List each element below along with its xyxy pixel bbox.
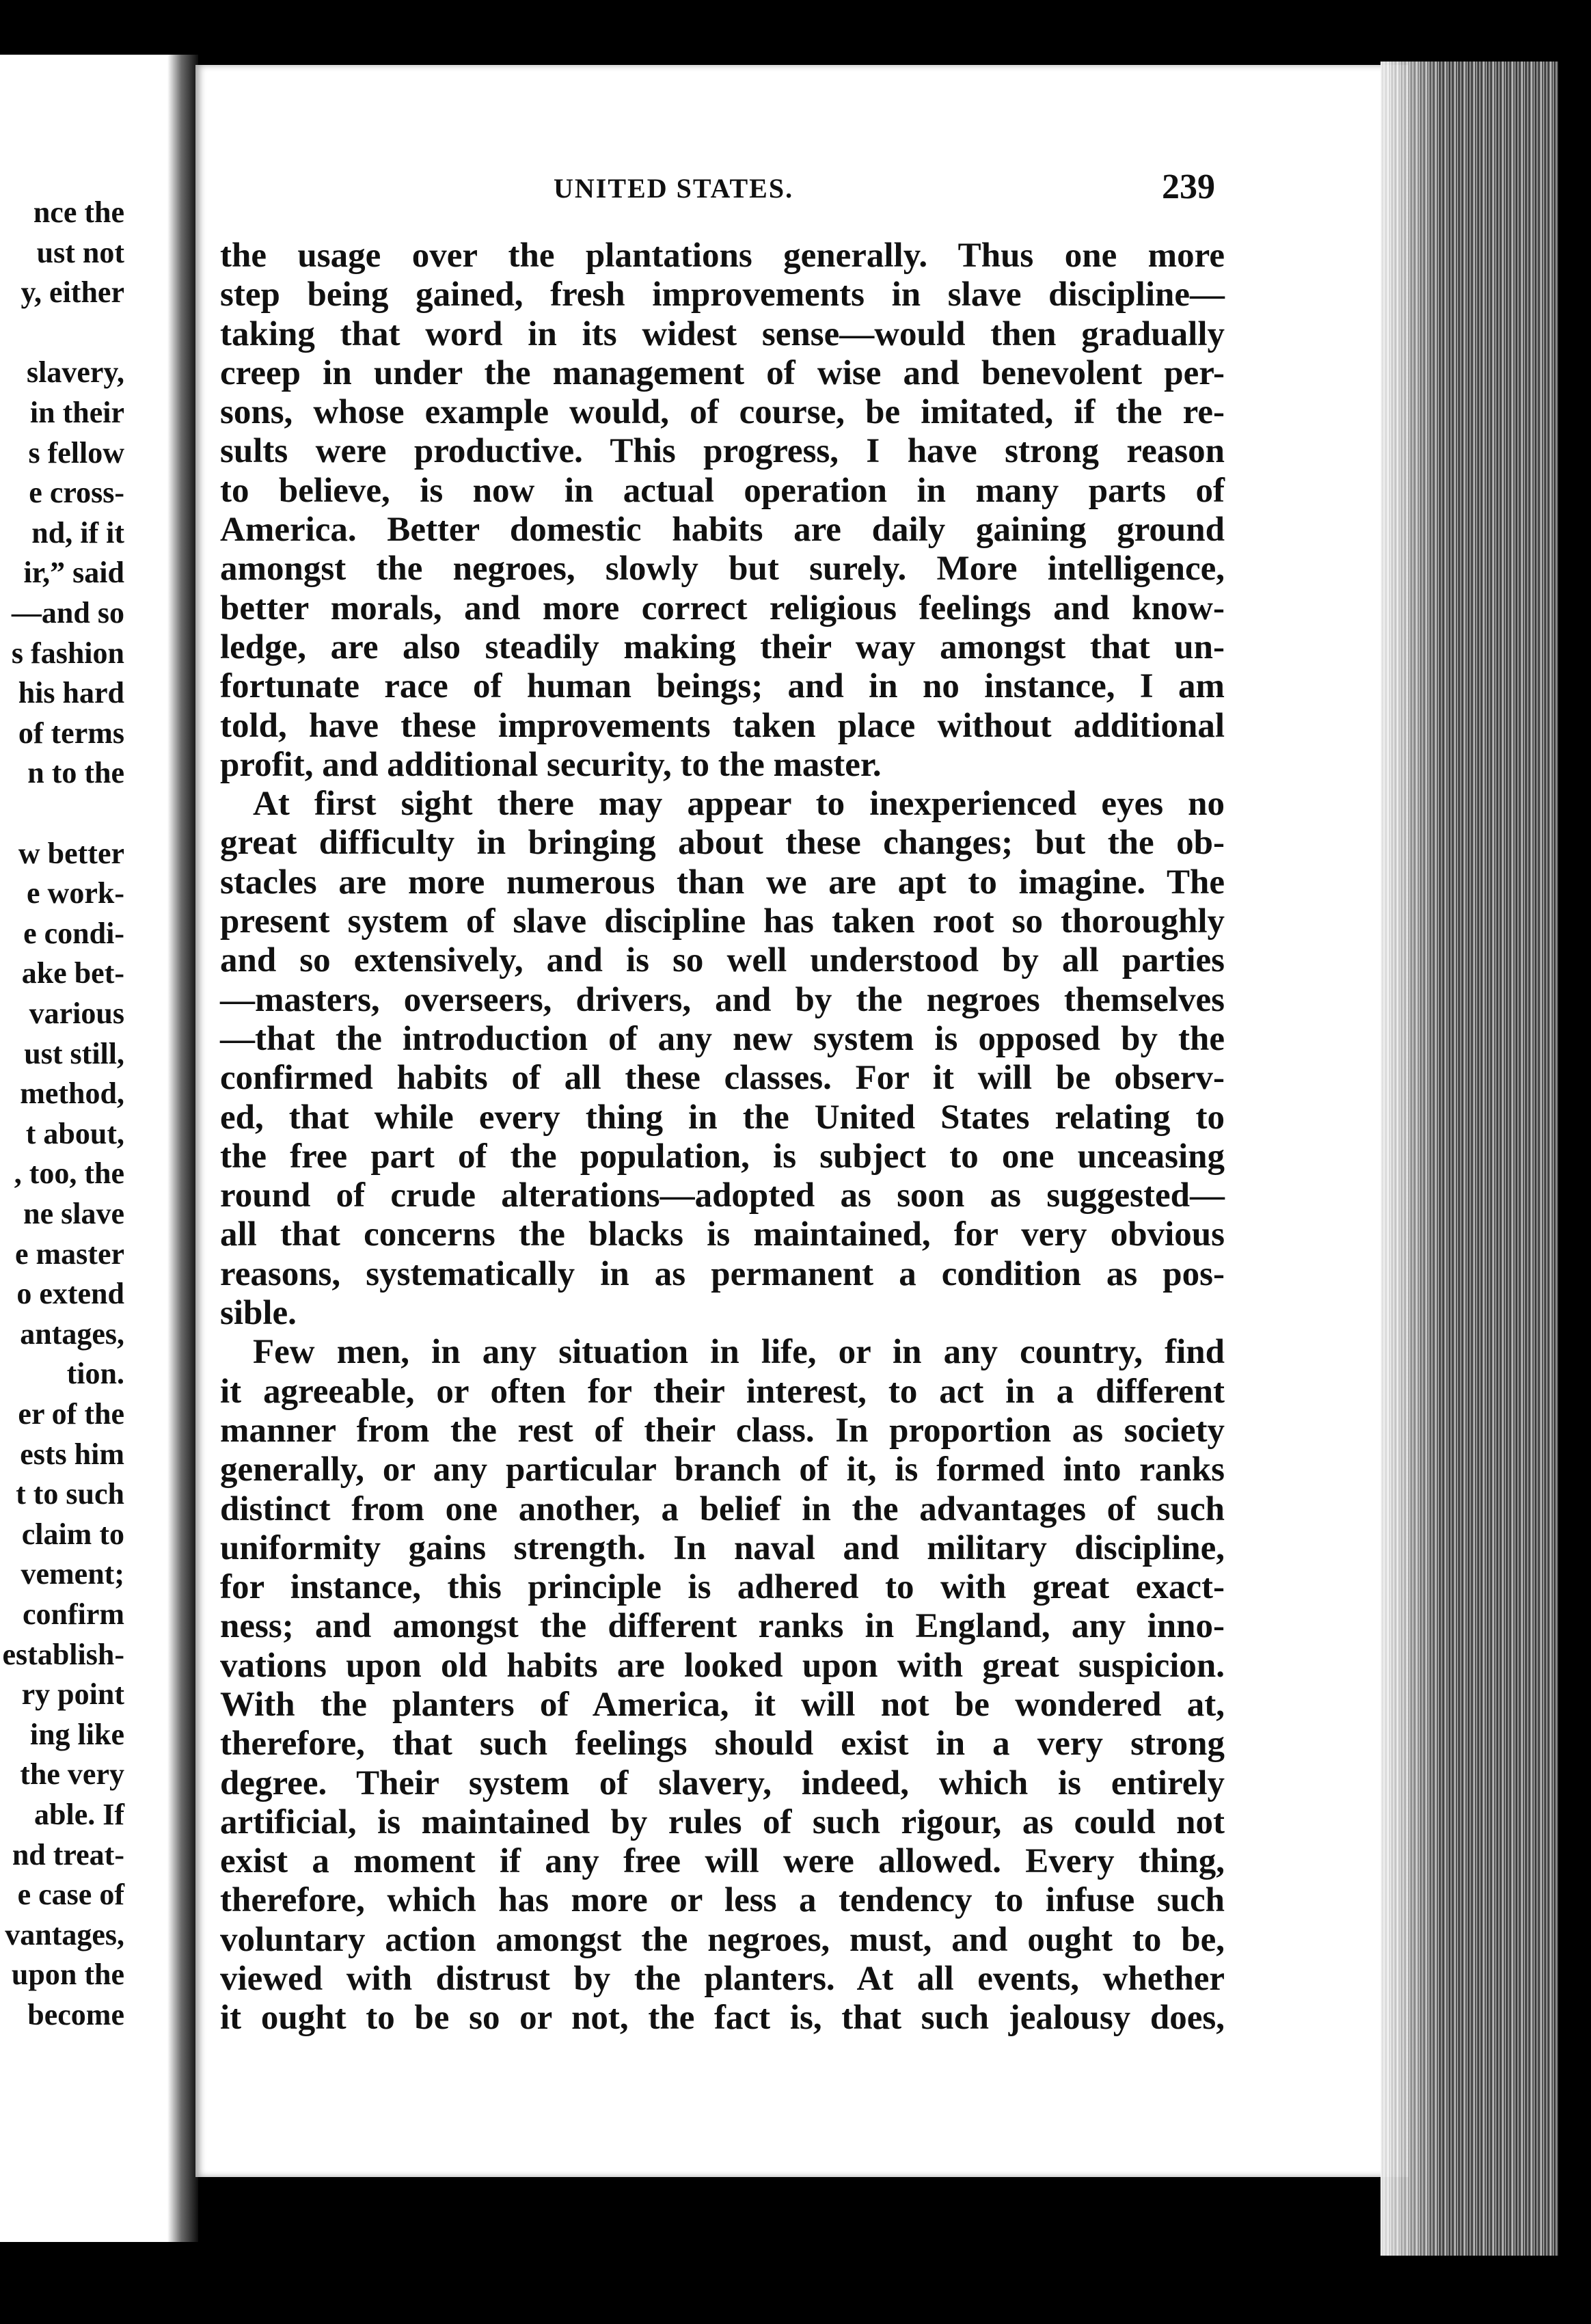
- body-line: and so extensively, and is so well understood by all parties: [220, 941, 1225, 980]
- body-text: [220, 237, 1225, 2038]
- body-line: told, have these improvements taken place without additional: [220, 706, 1225, 745]
- left-page-line: —and so: [11, 596, 124, 630]
- body-line: fortunate race of human beings; and in no instance, I am: [220, 667, 1225, 706]
- left-page-line: ing like: [29, 1717, 124, 1751]
- body-line: ness; and amongst the different ranks in England, any inno-: [220, 1607, 1225, 1646]
- left-page-line: ne slave: [23, 1197, 124, 1230]
- left-page-line: y, either: [21, 275, 124, 310]
- body-line: great difficulty in bringing about these changes; but the ob-: [220, 824, 1225, 863]
- body-line: taking that word in its widest sense—would then gradually: [220, 314, 1225, 353]
- left-page-line: confirm: [22, 1597, 124, 1631]
- left-page-line: e work-: [27, 876, 124, 910]
- left-page-line: e condi-: [23, 916, 124, 950]
- left-page-line: ests him: [20, 1437, 124, 1471]
- body-line: present system of slave discipline has taken root so thoroughly: [220, 902, 1225, 941]
- left-page-line: nd treat-: [12, 1837, 124, 1872]
- body-line: better morals, and more correct religious feelings and know-: [220, 589, 1225, 627]
- page-number: 239: [1162, 167, 1215, 206]
- body-line: vations upon old habits are looked upon with great suspicion.: [220, 1646, 1225, 1685]
- body-line: Few men, in any situation in life, or in any country, find: [253, 1333, 1225, 1372]
- body-line: confirmed habits of all these classes. For it will be observ-: [220, 1059, 1225, 1098]
- left-page-line: ry point: [21, 1677, 124, 1712]
- body-line: stacles are more numerous than we are apt to imagine. The: [220, 863, 1225, 902]
- body-line: distinct from one another, a belief in the advantages of such: [220, 1489, 1225, 1528]
- body-line: sons, whose example would, of course, be imitated, if the re-: [220, 393, 1225, 432]
- left-page-fragment: [0, 55, 167, 2242]
- body-line: —that the introduction of any new system is opposed by the: [220, 1019, 1225, 1058]
- left-page-line: of terms: [18, 716, 124, 750]
- body-line: the free part of the population, is subject to one unceasing: [220, 1137, 1225, 1176]
- body-line: creep in under the management of wise and benevolent per-: [220, 353, 1225, 392]
- left-page-line: e master: [14, 1237, 124, 1271]
- body-line: voluntary action amongst the negroes, must, and ought to be,: [220, 1920, 1225, 1959]
- body-line: for instance, this principle is adhered to with great exact-: [220, 1568, 1225, 1607]
- body-line: reasons, systematically in as permanent a condition as pos-: [220, 1254, 1225, 1293]
- body-line: generally, or any particular branch of it, is formed into ranks: [220, 1450, 1225, 1489]
- left-page-line: upon the: [11, 1958, 124, 1992]
- left-page-line: ir,” said: [23, 556, 124, 590]
- body-line: —masters, overseers, drivers, and by the negroes themselves: [220, 980, 1225, 1019]
- body-line: step being gained, fresh improvements in slave discipline—: [220, 275, 1225, 314]
- left-page-line: able. If: [34, 1798, 124, 1831]
- body-line: America. Better domestic habits are daily gaining ground: [220, 511, 1225, 550]
- body-line: At first sight there may appear to inexperienced eyes no: [253, 785, 1225, 824]
- left-page-line: t about,: [25, 1116, 124, 1150]
- body-line: viewed with distrust by the planters. At all events, whether: [220, 1960, 1225, 1999]
- left-page-line: vantages,: [5, 1917, 124, 1951]
- body-line: With the planters of America, it will not be wondered at,: [220, 1685, 1225, 1724]
- left-page-line: ake bet-: [21, 956, 124, 990]
- body-line: round of crude alterations—adopted as soon as suggested—: [220, 1176, 1225, 1215]
- left-page-line: e cross-: [29, 476, 124, 510]
- body-line: all that concerns the blacks is maintained, for very obvious: [220, 1215, 1225, 1254]
- left-page-line: the very: [20, 1757, 124, 1792]
- left-page-line: become: [27, 1998, 124, 2031]
- body-line: the usage over the plantations generally. Thus one more: [220, 237, 1225, 275]
- left-page-line: , too, the: [14, 1157, 124, 1191]
- page-edge-shade: [1381, 62, 1442, 2256]
- left-page-line: in their: [29, 396, 124, 429]
- left-page-line: his hard: [18, 676, 124, 710]
- left-page-line: establish-: [2, 1637, 124, 1671]
- body-line: degree. Their system of slavery, indeed, which is entirely: [220, 1764, 1225, 1802]
- left-page-line: o extend: [16, 1277, 124, 1311]
- left-page-line: s fellow: [28, 435, 124, 470]
- left-page-line: tion.: [66, 1357, 124, 1391]
- left-page-line: vement;: [21, 1557, 124, 1591]
- left-page-line: ust not: [36, 235, 124, 269]
- body-line: uniformity gains strength. In naval and military discipline,: [220, 1528, 1225, 1567]
- left-page-line: claim to: [21, 1517, 124, 1551]
- book-gutter: [167, 55, 198, 2242]
- body-line: manner from the rest of their class. In proportion as society: [220, 1411, 1225, 1450]
- body-line: exist a moment if any free will were allowed. Every thing,: [220, 1842, 1225, 1881]
- left-page-line: nd, if it: [31, 515, 124, 550]
- left-page-line: antages,: [20, 1316, 124, 1351]
- left-page-line: nce the: [33, 195, 124, 229]
- left-page-line: n to the: [27, 756, 124, 790]
- body-line: profit, and additional security, to the master.: [220, 745, 882, 784]
- left-page-line: ust still,: [24, 1036, 124, 1070]
- left-page-line: various: [29, 997, 124, 1030]
- body-line: therefore, which has more or less a tendency to infuse such: [220, 1881, 1225, 1920]
- body-line: it ought to be so or not, the fact is, that such jealousy does,: [220, 1999, 1225, 2038]
- left-page-line: er of the: [18, 1397, 124, 1431]
- left-page-line: s fashion: [11, 636, 124, 670]
- left-page-line: w better: [18, 836, 124, 870]
- left-page-line: t to such: [16, 1477, 124, 1511]
- left-page-line: e case of: [17, 1878, 124, 1912]
- body-line: ledge, are also steadily making their way amongst that un-: [220, 627, 1225, 666]
- body-line: artificial, is maintained by rules of such rigour, as could not: [220, 1802, 1225, 1841]
- body-line: sults were productive. This progress, I have strong reason: [220, 432, 1225, 471]
- left-page-line: slavery,: [27, 355, 124, 390]
- body-line: it agreeable, or often for their interest, to act in a different: [220, 1372, 1225, 1411]
- body-line: therefore, that such feelings should exist in a very strong: [220, 1725, 1225, 1764]
- running-head: UNITED STATES.: [554, 173, 794, 204]
- body-line: amongst the negroes, slowly but surely. More intelligence,: [220, 550, 1225, 589]
- body-line: sible.: [220, 1294, 297, 1333]
- body-line: to believe, is now in actual operation in many parts of: [220, 471, 1225, 510]
- body-line: ed, that while every thing in the United States relating to: [220, 1098, 1225, 1137]
- left-page-line: method,: [20, 1077, 124, 1111]
